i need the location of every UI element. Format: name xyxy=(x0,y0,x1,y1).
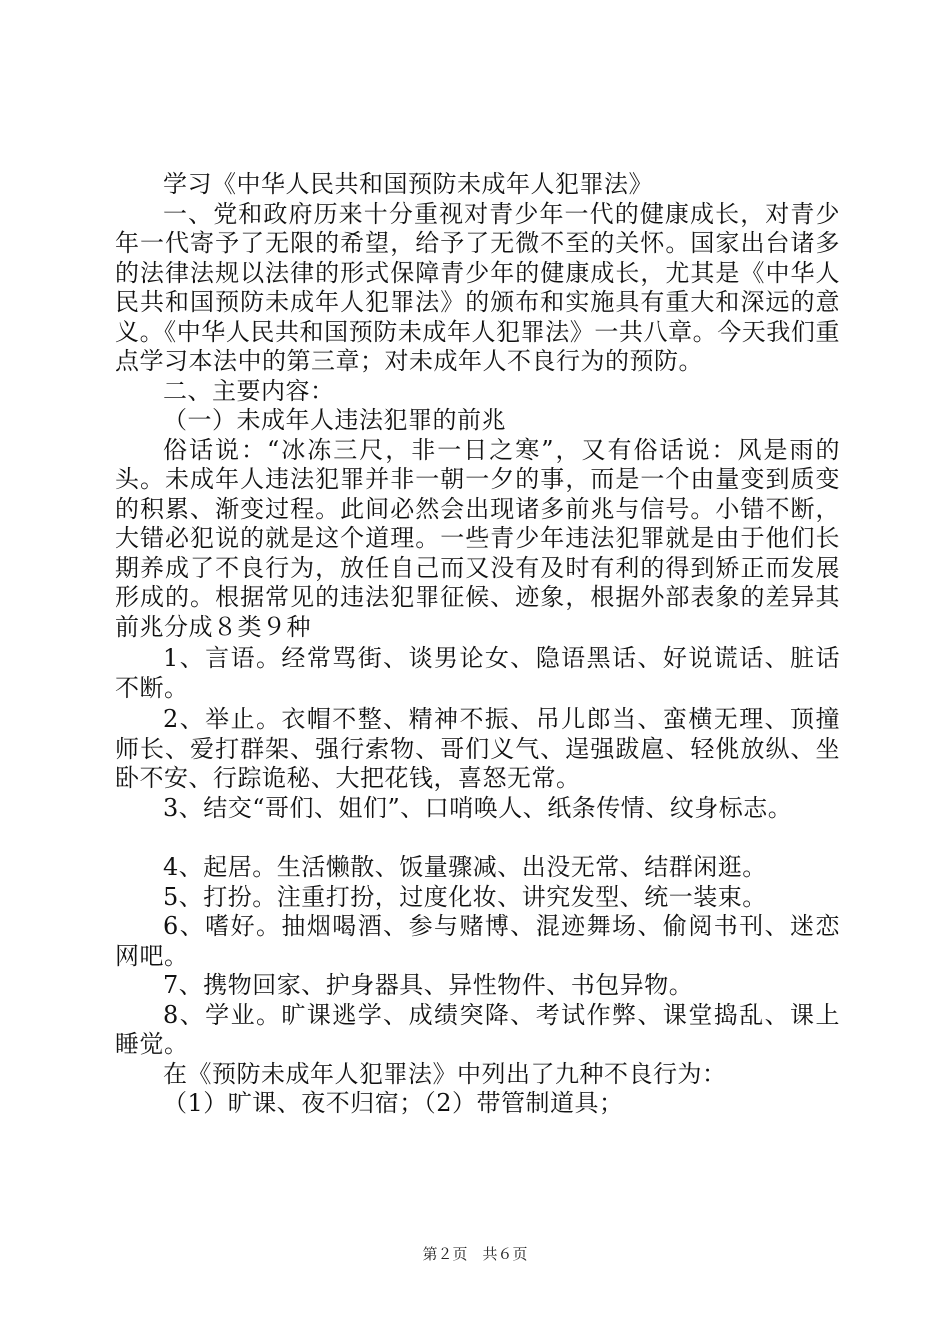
list-item-belongings: 7、携物回家、护身器具、异性物件、书包异物。 xyxy=(163,971,694,999)
list-item-appearance: 5、打扮。注重打扮，过度化妆、讲究发型、统一装束。 xyxy=(163,882,767,911)
paragraph-nine-behaviors: 在《预防未成年人犯罪法》中列出了九种不良行为： xyxy=(163,1059,727,1088)
page-footer: 第２页 共６页 xyxy=(422,1245,528,1263)
paragraph-intro: 一、党和政府历来十分重视对青少年一代的健康成长，对青少年一代寄予了无限的希望，给予了无微不至的关怀。国家出台诸多的法律法规以法律的形式保障青少年的健康成长，尤其是《中华人民共和国预防未成年人犯罪法》的颁布和实施具有重大和深远的意义。《中华人民共和国预防未成年人犯罪法》一共八章。今天我们重点学习本法中的第三章；对未成年人不良行为的预防。 xyxy=(115,199,840,375)
section-heading-main-content: 二、主要内容： xyxy=(163,376,335,405)
list-item-associations: 3、结交“哥们、姐们”、口哨唤人、纸条传情、纹身标志。 xyxy=(163,793,793,822)
document-title: 学习《中华人民共和国预防未成年人犯罪法》 xyxy=(163,170,653,198)
document-body xyxy=(115,170,840,1119)
list-item-behavior: 2、举止。衣帽不整、精神不振、吊儿郎当、蛮横无理、顶撞师长、爱打群架、强行索物、哥们义气、逞强跋扈、轻佻放纵、坐卧不安、行踪诡秘、大把花钱，喜怒无常。 xyxy=(115,705,840,792)
subsection-heading-precursors: （一）未成年人违法犯罪的前兆 xyxy=(163,406,506,434)
list-item-habits: 6、嗜好。抽烟喝酒、参与赌博、混迹舞场、偷阅书刊、迷恋网吧。 xyxy=(115,912,840,970)
paragraph-proverb: 俗话说：“冰冻三尺，非一日之寒”，又有俗话说：风是雨的头。未成年人违法犯罪并非一朝一夕的事，而是一个由量变到质变的积累、渐变过程。此间必然会出现诸多前兆与信号。小错不断，大错必犯说的就是这个道理。一些青少年违法犯罪就是由于他们长期养成了不良行为，放任自己而又没有及时有利的得到矫正而发展形成的。根据常见的违法犯罪征候、迹象，根据外部表象的差异其前兆分成８类９种 xyxy=(115,435,840,641)
list-item-studies: 8、学业。旷课逃学、成绩突降、考试作弊、课堂捣乱、课上睡觉。 xyxy=(115,1000,840,1058)
list-item-speech: 1、言语。经常骂街、谈男论女、隐语黑话、好说谎话、脏话不断。 xyxy=(115,644,840,702)
list-item-truancy-weapons: （1）旷课、夜不归宿；（2）带管制道具； xyxy=(163,1089,624,1117)
list-item-daily-life: 4、起居。生活懒散、饭量骤减、出没无常、结群闲逛。 xyxy=(163,853,767,881)
